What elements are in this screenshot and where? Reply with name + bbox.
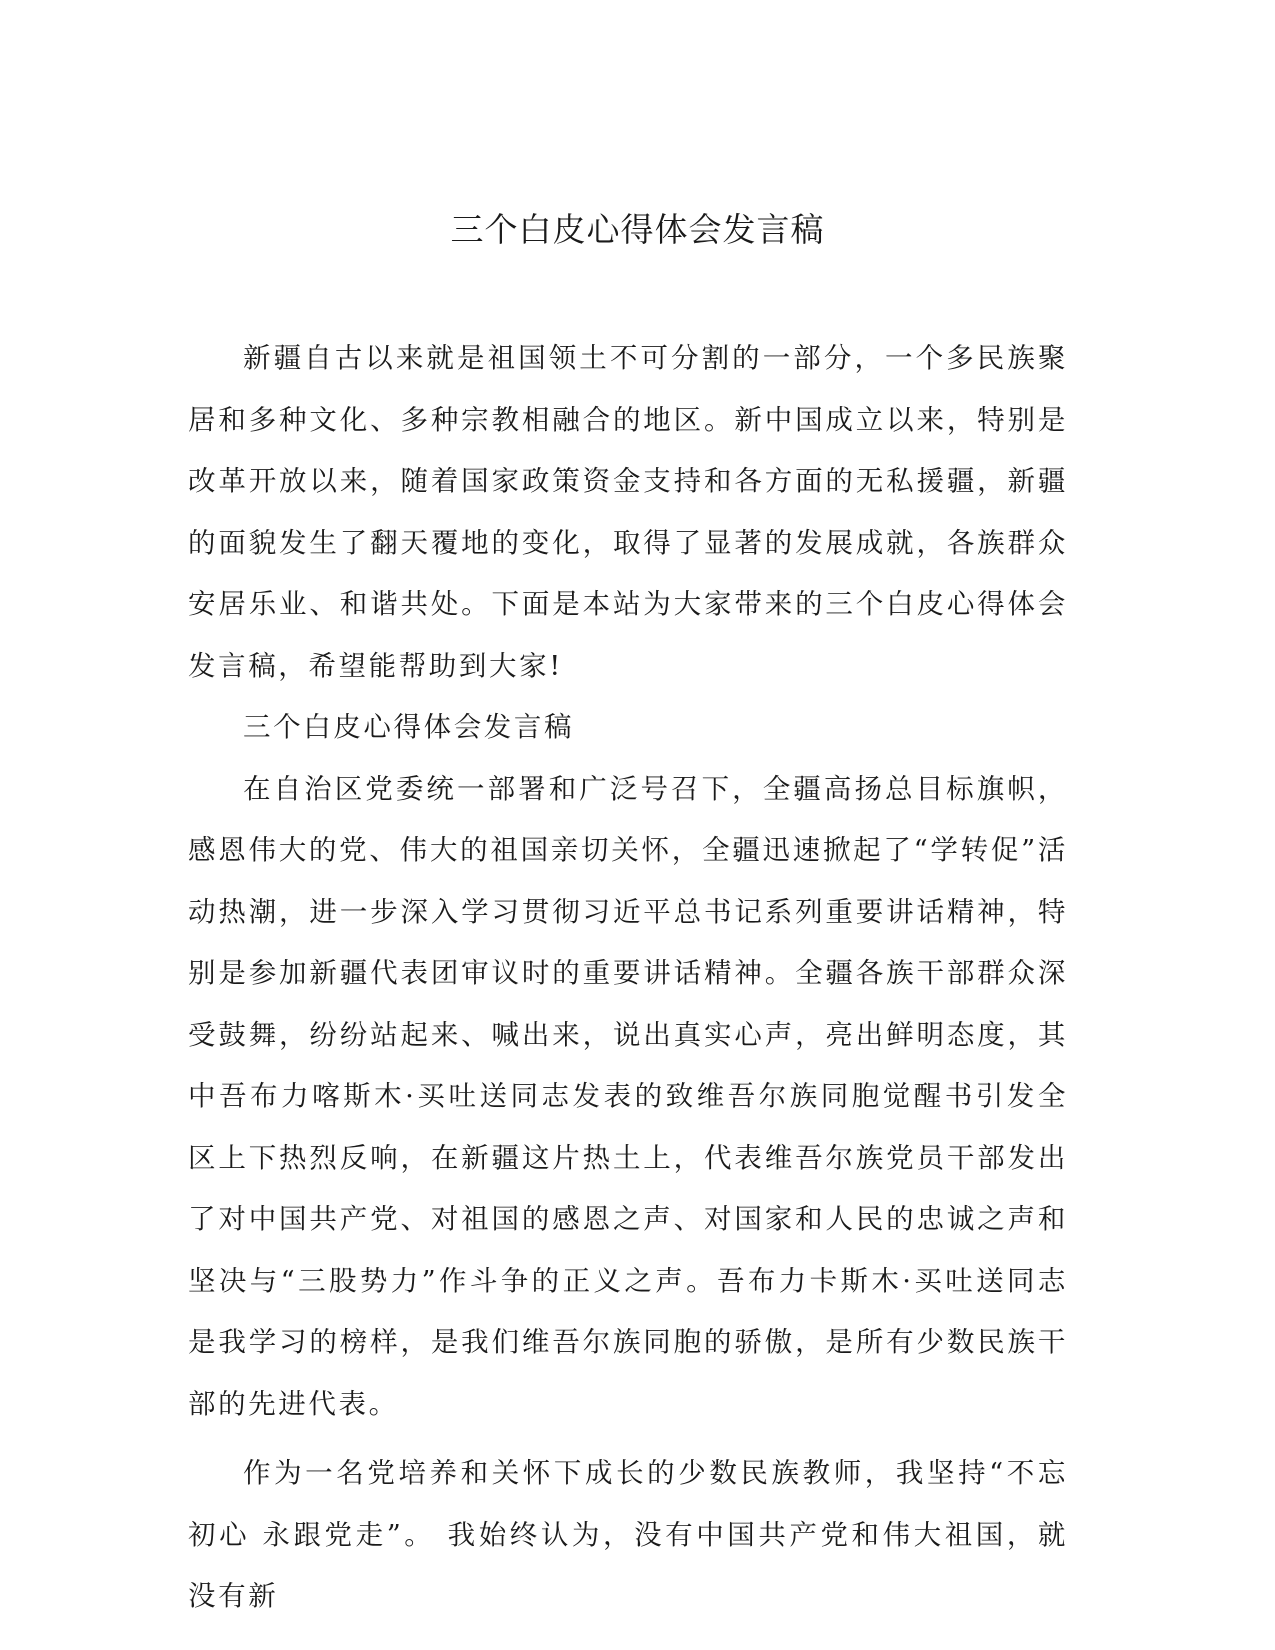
section-heading: 三个白皮心得体会发言稿: [243, 711, 575, 743]
document-title: 三个白皮心得体会发言稿: [450, 210, 825, 249]
body-paragraph: 作为一名党培养和关怀下成长的少数民族教师，我坚持“不忘初心 永跟党走”。 我始终认为，没有中国共产党和伟大祖国，就没有新: [188, 1457, 1068, 1612]
body-paragraph: 在自治区党委统一部署和广泛号召下，全疆高扬总目标旗帜，感恩伟大的党、伟大的祖国亲切关怀，全疆迅速掀起了“学转促”活动热潮，进一步深入学习贯彻习近平总书记系列重要讲话精神，特别是参加新疆代表团审议时的重要讲话精神。全疆各族干部群众深受鼓舞，纷纷站起来、喊出来，说出真实心声，亮出鲜明态度，其中吾布力喀斯木·买吐送同志发表的致维吾尔族同胞觉醒书引发全区上下热烈反响，在新疆这片热土上，代表维吾尔族党员干部发出了对中国共产党、对祖国的感恩之声、对国家和人民的忠诚之声和坚决与“三股势力”作斗争的正义之声。吾布力卡斯木·买吐送同志是我学习的榜样，是我们维吾尔族同胞的骄傲，是所有少数民族干部的先进代表。: [188, 772, 1068, 1420]
document-body: [188, 328, 1068, 1628]
intro-paragraph: 新疆自古以来就是祖国领土不可分割的一部分，一个多民族聚居和多种文化、多种宗教相融合的地区。新中国成立以来，特别是改革开放以来，随着国家政策资金支持和各方面的无私援疆，新疆的面貌发生了翻天覆地的变化，取得了显著的发展成就，各族群众安居乐业、和谐共处。下面是本站为大家带来的三个白皮心得体会发言稿，希望能帮助到大家!: [188, 342, 1068, 682]
